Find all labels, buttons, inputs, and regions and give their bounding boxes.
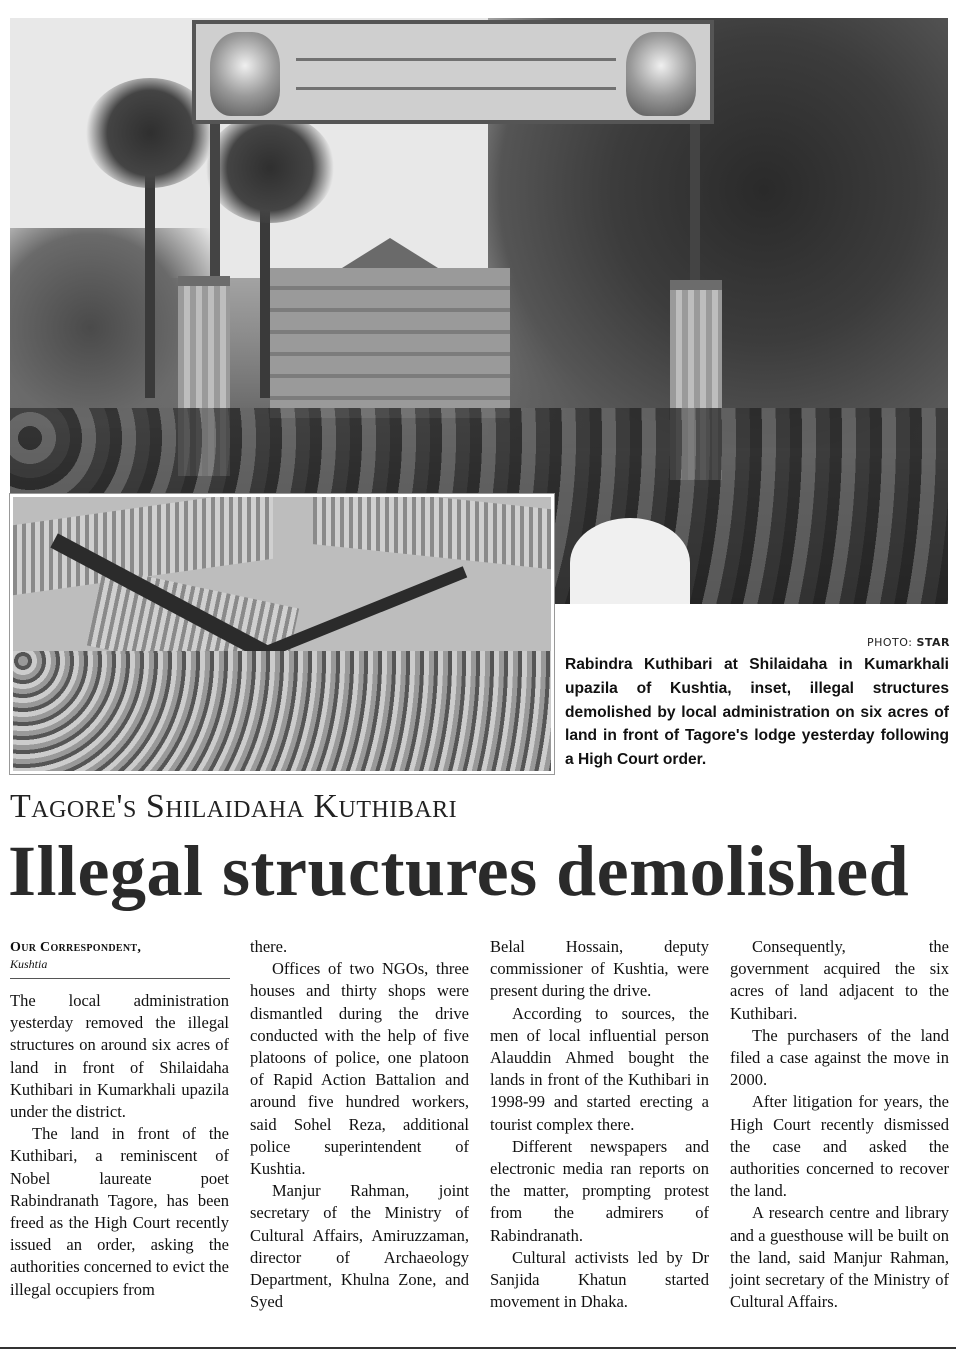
paragraph: Belal Hossain, deputy commissioner of Kushtia, were present during the drive. <box>490 937 709 1001</box>
portrait-left <box>210 32 280 116</box>
lodge-building <box>270 268 510 418</box>
photo-caption: Rabindra Kuthibari at Shilaidaha in Kumarkhali upazila of Kushtia, inset, illegal structures demolished by local administration on six acres of land in front of Tagore's lodge yesterday following a High Court order. <box>565 656 949 769</box>
sign-lettering <box>296 58 616 90</box>
bottom-rule <box>0 1347 956 1349</box>
rubble <box>13 651 551 771</box>
article-column-1 <box>10 990 229 1301</box>
paragraph: Manjur Rahman, joint secretary of the Ministry of Cultural Affairs, Amiruzzaman, director of Archaeology Department, Khulna Zone, and Syed <box>250 1181 469 1312</box>
paragraph: Different newspapers and electronic media ran reports on the matter, prompting protest from the admirers of Rabindranath. <box>490 1136 709 1245</box>
kicker-headline: Tagore's Shilaidaha Kuthibari <box>10 788 458 825</box>
paragraph: After litigation for years, the High Court recently dismissed the case and asked the authorities concerned to recover the land. <box>730 1092 949 1201</box>
article-column-4 <box>730 936 949 1313</box>
photo-credit-source: STAR <box>916 636 950 649</box>
gate-signboard <box>192 20 714 124</box>
paragraph: Cultural activists led by Dr Sanjida Khatun started movement in Dhaka. <box>490 1247 709 1312</box>
palm-leaves <box>205 113 335 223</box>
paragraph: Offices of two NGOs, three houses and thirty shops were dismantled during the drive conducted with the help of five platoons of police, one platoon of Rapid Action Battalion and around five hundred workers, said Sohel Reza, additional police superintendent of Kushtia. <box>250 959 469 1179</box>
photo-credit <box>830 636 950 649</box>
tin-sheet <box>313 494 554 570</box>
byline <box>10 940 230 979</box>
article-column-3 <box>490 936 709 1313</box>
paragraph: there. <box>250 937 288 956</box>
main-headline: Illegal structures demolished <box>8 831 910 911</box>
paragraph: The local administration yesterday removed the illegal structures on around six acres of land in front of Shilaidaha Kuthibari in Kumarkhali upazila under the district. <box>10 991 229 1122</box>
photo-credit-prefix: PHOTO: <box>866 636 913 649</box>
photo-person <box>570 518 690 604</box>
byline-author: Our Correspondent, <box>10 940 142 955</box>
inset-photo <box>10 494 554 774</box>
article-column-2 <box>250 936 469 1313</box>
paragraph: The land in front of the Kuthibari, a reminiscent of Nobel laureate poet Rabindranath Tagore, has been freed as the High Court recently issued an order, asking the authorities concerned to evict the illegal occupiers from <box>10 1124 229 1299</box>
paragraph: According to sources, the men of local influential person Alauddin Ahmed bought the lands in front of the Kuthibari in 1998-99 and started erecting a tourist complex there. <box>490 1003 709 1134</box>
paragraph: The purchasers of the land filed a case against the move in 2000. <box>730 1025 949 1090</box>
paragraph: A research centre and library and a guesthouse will be built on the land, said Manjur Rahman, joint secretary of the Ministry of Cultural Affairs. <box>730 1203 949 1312</box>
portrait-right <box>626 32 696 116</box>
byline-location: Kushtia <box>10 957 48 971</box>
paragraph: Consequently, the government acquired the six acres of land adjacent to the Kuthibari. <box>730 937 949 1023</box>
